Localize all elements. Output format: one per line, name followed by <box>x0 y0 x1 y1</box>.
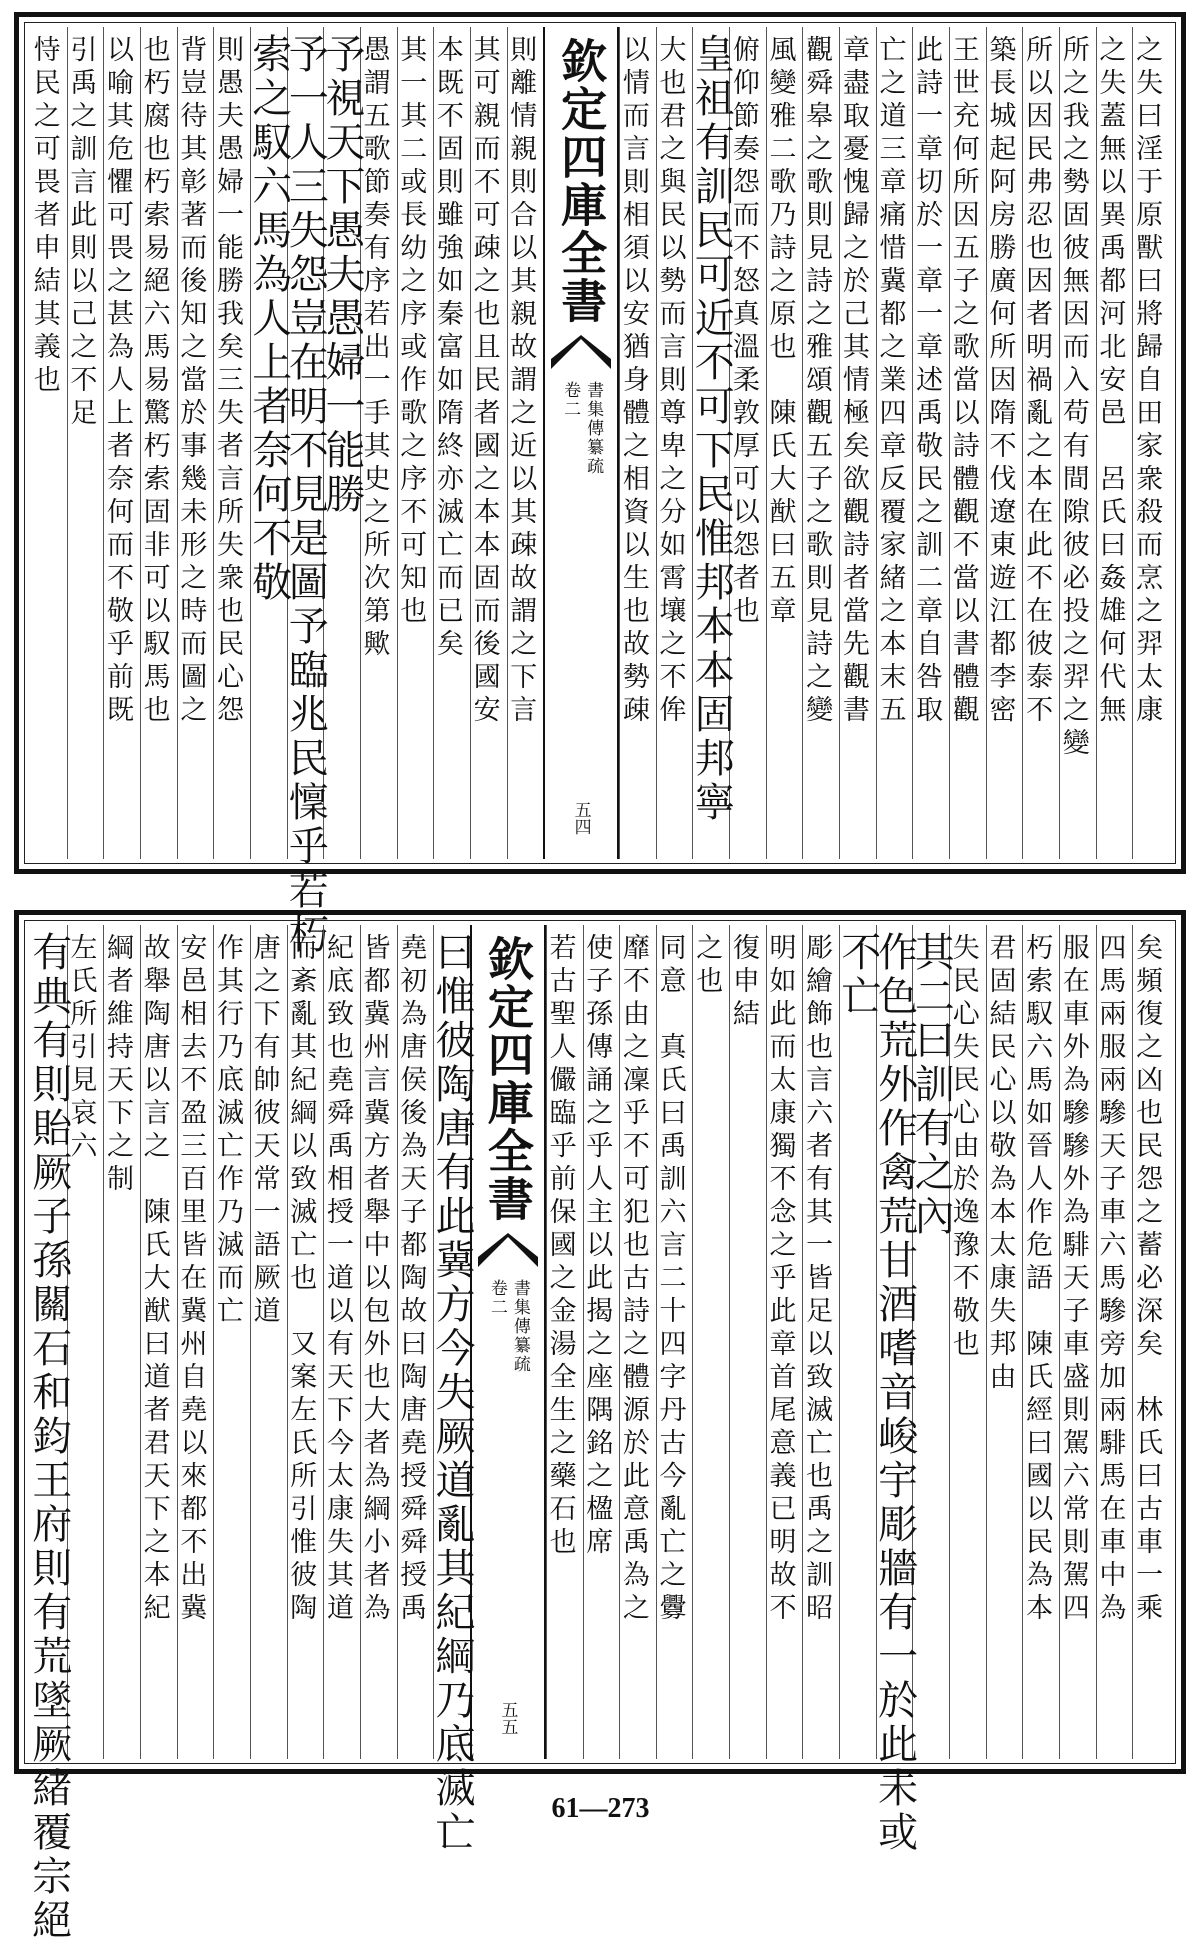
fish-tail-mark-icon <box>551 335 611 369</box>
text-column <box>397 925 434 1759</box>
book-title: 欽定四庫全書 <box>554 37 609 325</box>
commentary-line: 以情而言則相須以安猶身體之相資以生也故勢疎 <box>617 35 649 728</box>
text-column <box>323 925 360 1759</box>
text-column <box>1022 925 1059 1759</box>
text-column <box>1059 925 1096 1759</box>
text-column <box>802 925 839 1759</box>
text-column <box>619 925 656 1759</box>
text-column <box>397 27 434 859</box>
text-column <box>360 925 397 1759</box>
commentary-line: 俯仰節奏怨而不怒真溫柔敦厚可以怨者也 <box>727 35 759 662</box>
text-column <box>908 925 955 1759</box>
fish-tail-mark-icon <box>478 1233 538 1267</box>
volume-label: 卷二 <box>560 381 581 419</box>
main-text-line: 索之馭六馬為人上者奈何不敬 <box>245 33 292 605</box>
text-column <box>802 27 839 859</box>
commentary-line: 靡不由之凜乎不可犯也古詩之體源於此意禹為之 <box>617 933 649 1626</box>
commentary-line: 唐之下有帥彼天常一語厥道 <box>248 933 280 1329</box>
text-column <box>692 925 729 1759</box>
text-column <box>1059 27 1096 859</box>
text-column <box>250 925 287 1759</box>
leaf-number: 五五 <box>497 1701 518 1735</box>
text-column <box>729 27 766 859</box>
commentary-line: 失民心失民心由於逸豫不敬也 <box>947 933 979 1362</box>
main-text-line: 予視天下愚夫愚婦一能勝 <box>319 33 366 517</box>
text-column <box>429 925 476 1855</box>
commentary-line: 之失曰淫于原獸曰將歸自田家衆殺而烹之羿太康 <box>1131 35 1163 728</box>
commentary-line: 其可親而不可疎之也且民者國之本本固而後國安 <box>468 35 500 728</box>
commentary-line: 風變雅二歌乃詩之原也 陳氏大猷曰五章 <box>764 35 796 629</box>
text-column <box>949 27 986 859</box>
book-subtitle: 書集傳纂疏 <box>583 381 604 476</box>
text-column <box>583 925 620 1759</box>
book-banner <box>543 27 619 859</box>
text-column <box>986 27 1023 859</box>
main-text-line: 有典有則貽厥子孫關石和鈞王府則有荒墜厥緒覆宗絕 <box>25 931 72 1943</box>
book-banner <box>470 925 546 1759</box>
commentary-line: 引禹之訓言此則以己之不足 <box>65 35 97 431</box>
commentary-line: 左氏所引見哀六 <box>65 933 97 1164</box>
book-subtitle: 書集傳纂疏 <box>509 1279 530 1374</box>
text-column <box>688 27 735 859</box>
text-column <box>839 27 876 859</box>
main-text-line: 予一人三失怨豈在明不見是圖予臨兆民懍乎若朽 <box>282 33 329 957</box>
commentary-line: 所之我之勢固彼無因而入苟有間隙彼必投之羿之變 <box>1057 35 1089 761</box>
text-column <box>245 27 292 859</box>
commentary-line: 而紊亂其紀綱以致滅亡也 又案左氏所引惟彼陶 <box>285 933 317 1626</box>
main-text-line: 作色荒外作禽荒甘酒嗜音峻宇彫牆有一於此未或 <box>871 931 918 1855</box>
text-column <box>25 925 72 1943</box>
commentary-line: 愚謂五歌節奏有序若出一手其史之所次第歟 <box>358 35 390 662</box>
text-column <box>949 925 986 1759</box>
text-column <box>1132 925 1169 1759</box>
main-text-line: 曰惟彼陶唐有此冀方今失厥道亂其紀綱乃底滅亡 <box>429 931 476 1855</box>
book-title: 欽定四庫全書 <box>480 935 535 1223</box>
page-number: 61—273 <box>551 1793 650 1824</box>
commentary-line: 故舉陶唐以言之 陳氏大猷曰道者君天下之本紀 <box>138 933 170 1626</box>
commentary-line: 皆都冀州言冀方者舉中以包外也大者為綱小者為 <box>358 933 390 1626</box>
text-column <box>140 925 177 1759</box>
commentary-line: 彫繪飾也言六者有其一皆足以致滅亡也禹之訓昭 <box>801 933 833 1626</box>
commentary-line: 之失蓋無以異禹都河北安邑 呂氏曰姦雄何代無 <box>1094 35 1126 728</box>
commentary-line: 其一其二或長幼之序或作歌之序不可知也 <box>395 35 427 629</box>
commentary-line: 矣頻復之凶也民怨之蓄必深矣 林氏曰古車一乘 <box>1131 933 1163 1626</box>
commentary-line: 大也君之與民以勢而言則尊卑之分如霄壤之不侔 <box>654 35 686 728</box>
commentary-line: 堯初為唐侯後為天子都陶故曰陶唐堯授舜舜授禹 <box>395 933 427 1626</box>
text-column <box>1096 925 1133 1759</box>
text-column <box>28 27 67 859</box>
text-column <box>177 925 214 1759</box>
commentary-line: 綱者維持天下之制 <box>102 933 134 1197</box>
main-text-line: 不亡 <box>834 931 881 1019</box>
text-column <box>766 27 803 859</box>
text-column <box>177 27 214 859</box>
upper-page-frame <box>14 12 1186 957</box>
text-column <box>656 27 693 859</box>
commentary-line: 王世充何所因五子之歌當以詩體觀不當以書體觀 <box>947 35 979 728</box>
text-column <box>103 925 140 1759</box>
text-column <box>912 27 949 859</box>
text-column <box>507 27 544 859</box>
commentary-line: 同意 真氏曰禹訓六言二十四字丹古今亂亡之釁 <box>654 933 686 1626</box>
commentary-line: 四馬兩服兩驂天子車六馬驂旁加兩騑馬在車中為 <box>1094 933 1126 1626</box>
commentary-line: 朽索馭六馬如晉人作危語 陳氏經曰國以民為本 <box>1021 933 1053 1626</box>
commentary-line: 使子孫傳誦之乎人主以此揭之座隅銘之楹席 <box>581 933 613 1560</box>
commentary-line: 作其行乃底滅亡作乃滅而亡 <box>211 933 243 1329</box>
commentary-line: 所以因民弗忍也因者明禍亂之本在此不在彼泰不 <box>1021 35 1053 728</box>
main-text-line: 其二曰訓有之內 <box>908 931 955 1239</box>
commentary-line: 以喻其危懼可畏之甚為人上者奈何而不敬乎前既 <box>102 35 134 728</box>
text-column <box>766 925 803 1759</box>
leaf-number: 五四 <box>570 801 591 835</box>
commentary-line: 章盡取憂愧歸之於己其情極矣欲觀詩者當先觀書 <box>837 35 869 728</box>
text-column <box>619 27 656 859</box>
text-column <box>1096 27 1133 859</box>
commentary-line: 亡之道三章痛惜冀都之業四章反覆家緒之本末五 <box>874 35 906 728</box>
commentary-line: 之也 <box>691 933 723 999</box>
main-text-line: 皇祖有訓民可近不可下民惟邦本本固邦寧 <box>688 33 735 825</box>
commentary-line: 君固結民心以敬為本太康失邦由 <box>984 933 1016 1395</box>
commentary-line: 築長城起阿房勝廣何所因隋不伐遼東遊江都李密 <box>984 35 1016 728</box>
commentary-line: 安邑相去不盈三百里皆在冀州自堯以來都不出冀 <box>175 933 207 1626</box>
text-column <box>1132 27 1169 859</box>
text-column <box>986 925 1023 1759</box>
text-column <box>834 925 881 1759</box>
upper-page-columns <box>28 27 1169 957</box>
text-column <box>360 27 397 859</box>
text-column <box>470 27 507 859</box>
banner-meta <box>560 381 604 476</box>
commentary-line: 恃民之可畏者申結其義也 <box>28 35 60 398</box>
text-column <box>656 925 693 1759</box>
commentary-line: 本既不固則雖強如秦富如隋終亦滅亡而已矣 <box>431 35 463 662</box>
text-column <box>140 27 177 859</box>
commentary-line: 復申結 <box>727 933 759 1032</box>
commentary-line: 則離情親則合以其親故謂之近以其疎故謂之下言 <box>505 35 537 728</box>
text-column <box>729 925 766 1759</box>
volume-label: 卷二 <box>486 1279 507 1317</box>
commentary-line: 服在車外為驂驂外為騑天子車盛則駕六常則駕四 <box>1057 933 1089 1626</box>
text-column <box>103 27 140 859</box>
text-column <box>1022 27 1059 859</box>
commentary-line: 紀底致也堯舜禹相授一道以有天下今太康失其道 <box>321 933 353 1626</box>
commentary-line: 若古聖人儼臨乎前保國之金湯全生之藥石也 <box>544 933 576 1560</box>
text-column <box>67 925 104 1759</box>
text-column <box>67 27 104 859</box>
text-column <box>433 27 470 859</box>
commentary-line: 背豈待其彰著而後知之當於事幾未形之時而圖之 <box>175 35 207 728</box>
commentary-line: 則愚夫愚婦一能勝我矣三失者言所失衆也民心怨 <box>211 35 243 728</box>
text-column <box>319 27 366 859</box>
commentary-line: 明如此而太康獨不念之乎此章首尾意義已明故不 <box>764 933 796 1626</box>
text-column <box>876 27 913 859</box>
banner-meta <box>488 1279 528 1374</box>
text-column <box>213 27 250 859</box>
commentary-line: 此詩一章切於一章一章述禹敬民之訓二章自咎取 <box>911 35 943 728</box>
text-column <box>213 925 250 1759</box>
text-column <box>282 27 329 957</box>
commentary-line: 觀舜皋之歌則見詩之雅頌觀五子之歌則見詩之變 <box>801 35 833 728</box>
text-column <box>546 925 583 1759</box>
text-column <box>871 925 918 1855</box>
commentary-line: 也朽腐也朽索易絕六馬易驚朽索固非可以馭馬也 <box>138 35 170 728</box>
text-column <box>287 925 324 1759</box>
